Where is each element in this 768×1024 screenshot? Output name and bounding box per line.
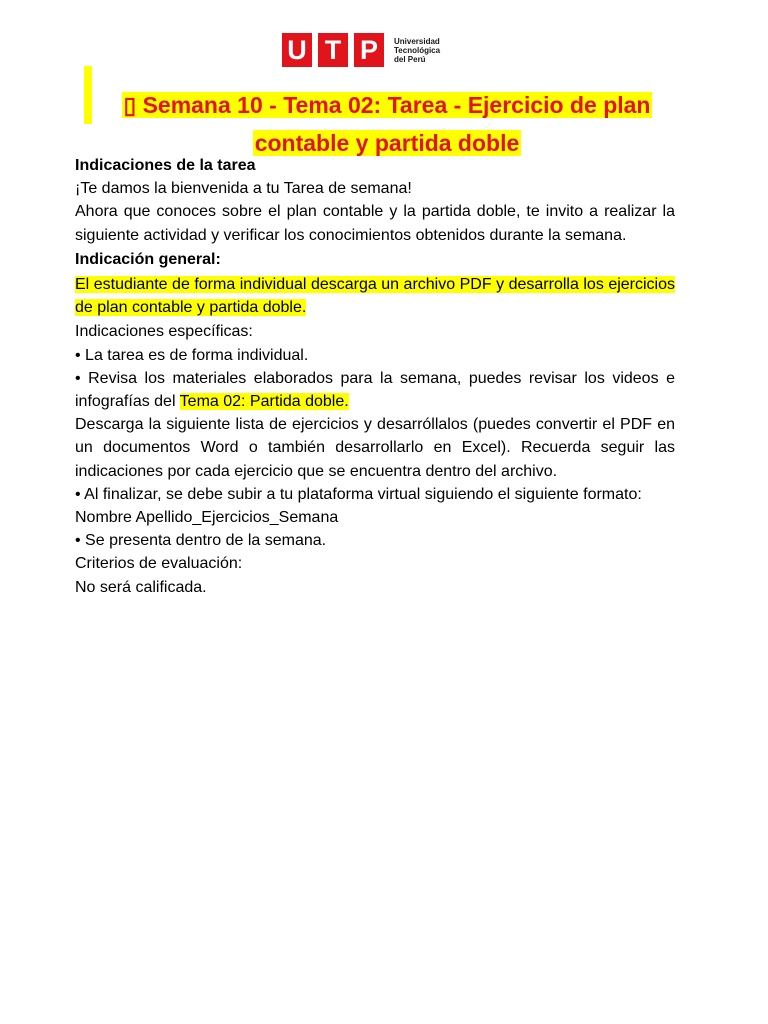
general-instruction [75,273,675,319]
bullet-individual: • La tarea es de forma individual. [75,346,309,364]
file-name-format: Nombre Apellido_Ejercicios_Semana [75,508,339,526]
topic-highlight: Tema 02: Partida doble. [179,392,349,410]
logo-line-1: Universidad [394,36,440,46]
logo-line-3: del Perú [394,54,426,64]
download-instructions: Descarga la siguiente lista de ejercicios y desarróllalos (puedes convertir el PDF en un documentos Word o también desarrollarlo en Excel). Recuerda seguir las indicaciones por cada ejercicio que se encuentra dentro del archivo. [75,416,675,480]
bullet-review-materials [75,367,675,413]
bullet-upload: • Al finalizar, se debe subir a tu plataforma virtual siguiendo el siguiente formato: [75,485,642,503]
intro-paragraph: Ahora que conoces sobre el plan contable y la partida doble, te invito a realizar la siguiente actividad y verificar los conocimientos obtenidos durante la semana. [75,203,675,244]
task-instructions [75,154,675,599]
general-heading: Indicación general: [75,251,221,269]
specific-heading: Indicaciones específicas: [75,323,253,341]
logo-wordmark [394,37,440,64]
criteria-text: No será calificada. [75,578,207,596]
logo-line-2: Tecnológica [394,45,441,55]
bullet-review-text: • Revisa los materiales elaborados para la semana, puedes revisar los videos e infografías del [75,369,675,410]
utp-logo [282,32,440,68]
logo-letter-t: T [318,33,348,67]
logo-letter-u: U [282,33,312,67]
general-instruction-text: El estudiante de forma individual descarga un archivo PDF y desarrolla los ejercicios de plan contable y partida doble. [75,275,675,316]
welcome-text: ¡Te damos la bienvenida a tu Tarea de semana! [75,180,412,198]
page-title-text: Semana 10 - Tema 02: Tarea - Ejercicio de plan contable y partida doble [142,92,651,156]
missing-glyph-icon: ▯ [123,92,137,118]
page-title [84,86,690,162]
logo-letter-p: P [354,33,384,67]
criteria-heading: Criterios de evaluación: [75,555,243,573]
section-heading: Indicaciones de la tarea [75,157,256,174]
bullet-deadline: • Se presenta dentro de la semana. [75,532,327,550]
